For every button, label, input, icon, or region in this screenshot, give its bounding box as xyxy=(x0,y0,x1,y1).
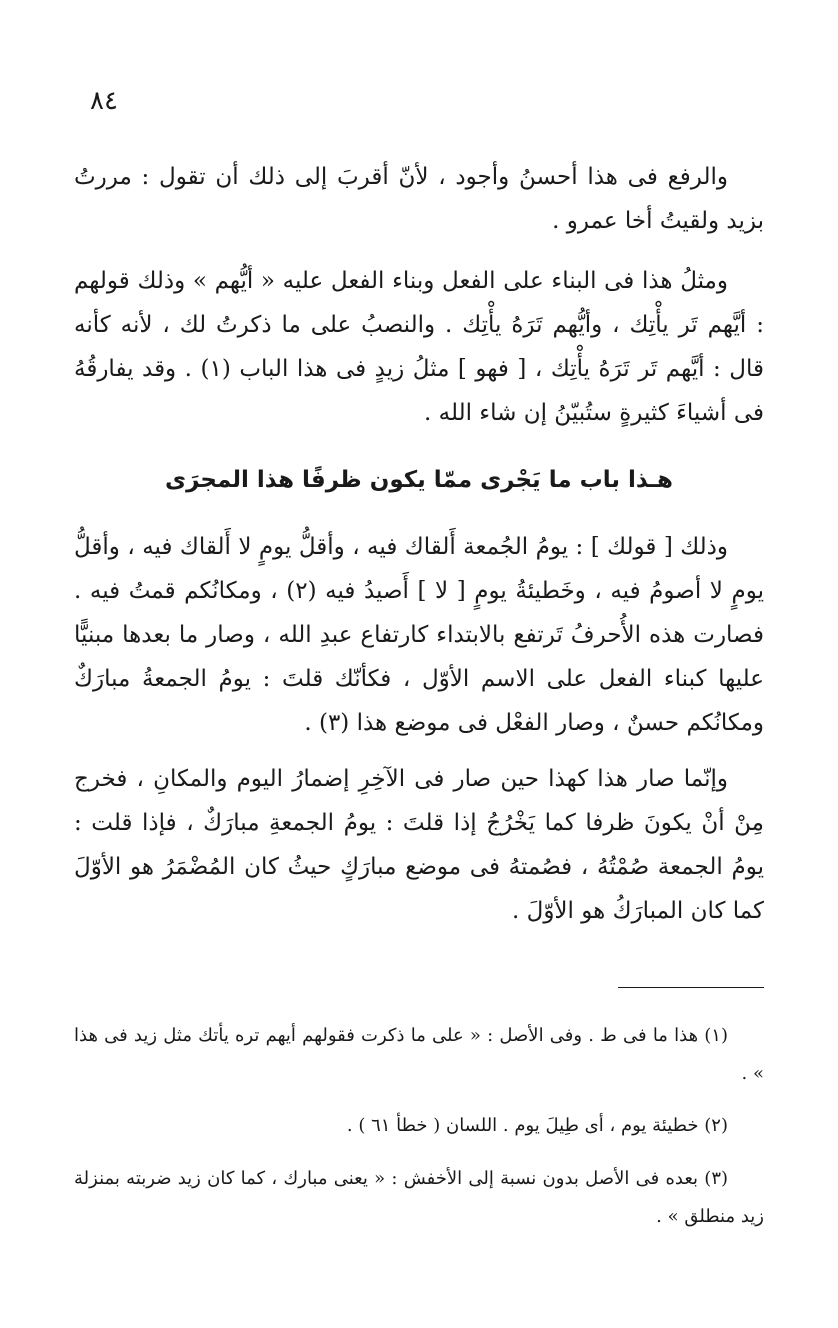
paragraph-text: وذلك [ قولك ] : يومُ الجُمعة أَلقاك فيه ، وأقلُّ يومٍ لا أَلقاك فيه ، وأقلُّ يومٍ لا أصومُ فيه ، وخَطيئةُ يومٍ [ لا ] أَصيدُ فيه (٢) ، ومكانُكم قمتُ فيه . فصارت هذه الأُحرفُ تَرتفع بالابتداء كارتفاع عبدِ الله ، وصار ما بعدها مبنيًّا عليها كبناء الفعل على الاسم الأوّل ، فكأنّك قلتَ : يومُ الجمعةُ مبارَكٌ ومكانُكم حسنٌ ، وصار الفعْل فى موضع هذا (٣) . xyxy=(74,534,764,736)
footnote-3 xyxy=(74,1160,764,1236)
paragraph-2 xyxy=(74,259,764,435)
paragraph-3 xyxy=(74,525,764,745)
section-heading: هـذا باب ما يَجْرى ممّا يكون ظرفًا هذا المجرَى xyxy=(165,467,673,493)
paragraph-text: والرفع فى هذا أحسنُ وأجود ، لأنّ أقربَ إلى ذلك أن تقول : مررتُ بزيد ولقيتُ أخا عمرو . xyxy=(74,164,764,234)
footnote-text: (٢) خطيئة يوم ، أى طِيلَ يوم . اللسان ( خطأ ٦١ ) . xyxy=(346,1115,728,1136)
paragraph-text: ومثلُ هذا فى البناء على الفعل وبناء الفعل عليه « أيُّهم » وذلك قولهم : أيَّهم تَر يأْتِك ، وأيُّهم تَرَهُ يأْتِك . والنصبُ على ما ذكرتُ لك ، لأنه كأنه قال : أيَّهم تَر تَرَهُ يأْتِك ، [ فهو ] مثلُ زيدٍ فى هذا الباب (١) . وقد يفارقُهُ فى أشياءَ كثيرةٍ ستُبيّنُ إن شاء الله . xyxy=(74,268,764,426)
footnote-divider xyxy=(618,987,764,988)
page-number: ٨٤ xyxy=(90,86,118,116)
footnote-text: (٣) بعده فى الأصل بدون نسبة إلى الأخفش : « يعنى مبارك ، كما كان زيد ضربته بمنزلة زيد منطلق » . xyxy=(74,1168,764,1227)
paragraph-4 xyxy=(74,757,764,933)
paragraph-text: وإنّما صار هذا كهذا حين صار فى الآخِرِ إضمارُ اليوم والمكانِ ، فخرج مِنْ أنْ يكونَ ظرفا كما يَخْرُجُ إذا قلتَ : يومُ الجمعةِ مبارَكٌ ، فإذا قلت : يومُ الجمعة صُمْتُهُ ، فصُمتهُ فى موضع مبارَكٍ حيثُ كان المُضْمَرُ هو الأوّلَ كما كان المبارَكُ هو الأوّلَ . xyxy=(74,766,764,924)
footnote-text: (١) هذا ما فى ط . وفى الأصل : « على ما ذكرت فقولهم أيهم تره يأتك مثل زيد فى هذا » . xyxy=(74,1025,764,1084)
footnote-2 xyxy=(74,1107,764,1145)
paragraph-1 xyxy=(74,155,764,243)
footnote-1 xyxy=(74,1017,764,1093)
